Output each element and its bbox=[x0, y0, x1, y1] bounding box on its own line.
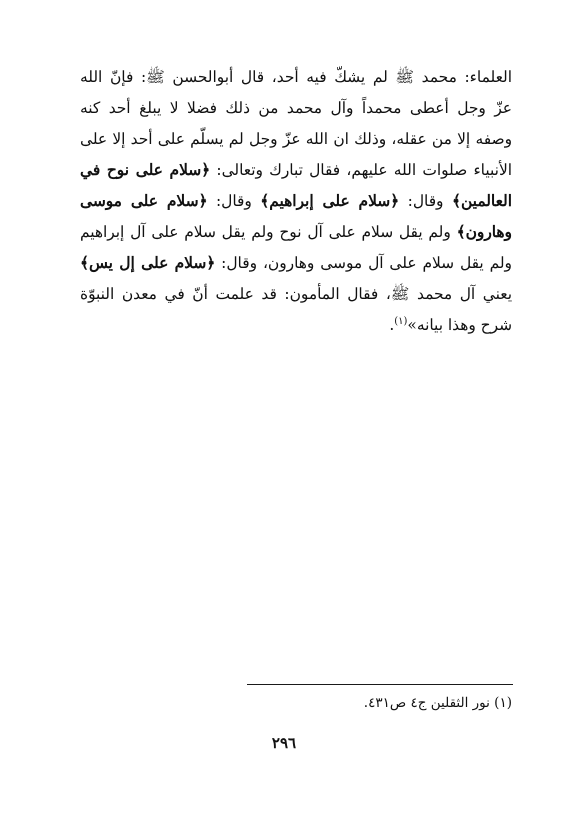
text-segment: وقال: bbox=[207, 192, 261, 210]
text-line bbox=[80, 310, 512, 341]
text-line bbox=[80, 155, 512, 186]
footnote: (١) نور الثقلين ج٤ ص٤٣١. bbox=[363, 695, 512, 711]
quran-quote: العالمين﴾ bbox=[451, 192, 512, 210]
text-segment: وقال: bbox=[399, 192, 452, 210]
text-segment: شرح وهذا بيانه» bbox=[407, 316, 512, 334]
text-segment: يعني آل محمد ﷺ، فقال المأمون: قد علمت أنّ في معدن النبوّة bbox=[80, 285, 512, 303]
text-segment: ولم يقل سلام على آل نوح ولم يقل سلام على آل إبراهيم bbox=[80, 223, 457, 241]
footnote-marker: (١) bbox=[394, 315, 408, 327]
quran-quote: وهارون﴾ bbox=[456, 223, 512, 241]
text-segment: ولم يقل سلام على آل موسى وهارون، وقال: bbox=[215, 254, 512, 272]
quran-quote: ﴿سلام على إل يس﴾ bbox=[80, 254, 216, 272]
text-segment: عزّ وجل أعطى محمداً وآل محمد من ذلك فضلا لا يبلغ أحد كنه bbox=[80, 99, 512, 117]
text-line bbox=[80, 62, 512, 93]
quran-quote: ﴿سلام على نوح في bbox=[80, 161, 211, 179]
page-number: ٢٩٦ bbox=[271, 734, 297, 752]
quran-quote: ﴿سلام على إبراهيم﴾ bbox=[260, 192, 400, 210]
text-line bbox=[80, 124, 512, 155]
footnote-separator-rule bbox=[247, 684, 513, 685]
text-segment: العلماء: محمد ﷺ لم يشكّ فيه أحد، قال أبوالحسن ﷺ: فإنّ الله bbox=[80, 68, 512, 86]
text-line bbox=[80, 279, 512, 310]
text-segment: الأنبياء صلوات الله عليهم، فقال تبارك وتعالى: bbox=[210, 161, 512, 179]
text-segment: . bbox=[389, 316, 395, 334]
text-line bbox=[80, 186, 512, 217]
text-line bbox=[80, 248, 512, 279]
main-text-block bbox=[80, 62, 512, 341]
quran-quote: ﴿سلام على موسى bbox=[80, 192, 208, 210]
text-segment: وصفه إلا من عقله، وذلك ان الله عزّ وجل لم يسلّم على أحد إلا على bbox=[80, 130, 512, 148]
text-line bbox=[80, 217, 512, 248]
text-line bbox=[80, 93, 512, 124]
